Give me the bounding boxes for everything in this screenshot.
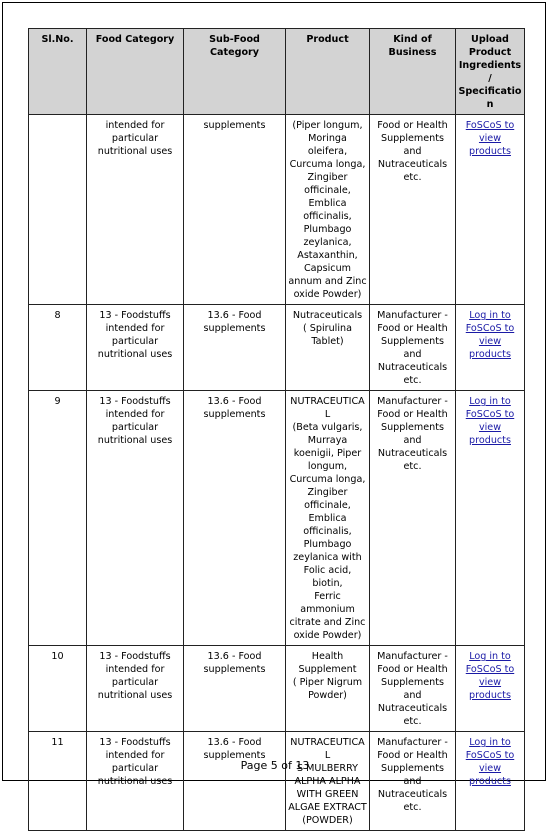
food-category-cell: 13 - Foodstuffs intended for particular nutritional uses (87, 391, 184, 646)
upload-link-cell (456, 732, 525, 831)
sl-no-cell: 11 (29, 732, 87, 831)
table-row (29, 305, 525, 391)
header-sub-food-category: Sub-Food Category (184, 29, 286, 115)
upload-link-cell (456, 115, 525, 305)
product-cell: Health Supplement ( Piper Nigrum Powder) (286, 646, 370, 732)
sub-food-category-cell: 13.6 - Food supplements (184, 646, 286, 732)
view-products-link[interactable]: FoSCoS to view products (465, 120, 515, 157)
upload-link-cell (456, 305, 525, 391)
sub-food-category-cell: 13.6 - Food supplements (184, 732, 286, 831)
food-category-cell: 13 - Foodstuffs intended for particular nutritional uses (87, 732, 184, 831)
kind-of-business-cell: Manufacturer - Food or Health Supplements and Nutraceuticals etc. (370, 305, 456, 391)
table-row (29, 646, 525, 732)
log-in-foscos-link[interactable]: Log in to FoSCoS to view products (465, 396, 515, 446)
product-cell: (Piper longum, Moringa oleifera, Curcuma longa, Zingiber officinale, Emblica officinalis, Plumbago zeylanica, Astaxanthin, Capsicum annum and Zinc oxide Powder) (286, 115, 370, 305)
log-in-foscos-link[interactable]: Log in to FoSCoS to view products (465, 310, 515, 360)
sl-no-cell: 8 (29, 305, 87, 391)
log-in-foscos-link[interactable]: Log in to FoSCoS to view products (465, 737, 515, 787)
table-row (29, 391, 525, 646)
kind-of-business-cell: Food or Health Supplements and Nutraceuticals etc. (370, 115, 456, 305)
product-cell: Nutraceuticals ( Spirulina Tablet) (286, 305, 370, 391)
table-row (29, 115, 525, 305)
food-category-cell: intended for particular nutritional uses (87, 115, 184, 305)
food-category-cell: 13 - Foodstuffs intended for particular nutritional uses (87, 646, 184, 732)
log-in-foscos-link[interactable]: Log in to FoSCoS to view products (465, 651, 515, 701)
header-sl-no: Sl.No. (29, 29, 87, 115)
sl-no-cell: 10 (29, 646, 87, 732)
kind-of-business-cell: Manufacturer - Food or Health Supplements and Nutraceuticals etc. (370, 646, 456, 732)
sl-no-cell: 9 (29, 391, 87, 646)
product-cell: NUTRACEUTICAL (Beta vulgaris, Murraya koenigii, Piper longum, Curcuma longa, Zingiber officinale, Emblica officinalis, Plumbago zeylanica with Folic acid, biotin, Ferric ammonium citrate and Zinc oxide Powder) (286, 391, 370, 646)
upload-link-cell (456, 391, 525, 646)
kind-of-business-cell: Manufacturer - Food or Health Supplements and Nutraceuticals etc. (370, 732, 456, 831)
sl-no-cell (29, 115, 87, 305)
sub-food-category-cell: supplements (184, 115, 286, 305)
table-header-row (29, 29, 525, 115)
food-category-cell: 13 - Foodstuffs intended for particular nutritional uses (87, 305, 184, 391)
header-food-category: Food Category (87, 29, 184, 115)
upload-link-cell (456, 646, 525, 732)
header-product: Product (286, 29, 370, 115)
page-number: Page 5 of 13 (240, 759, 310, 772)
kind-of-business-cell: Manufacturer - Food or Health Supplements and Nutraceuticals etc. (370, 391, 456, 646)
header-kind-of-business: Kind of Business (370, 29, 456, 115)
product-cell: NUTRACEUTICAL S MULBERRY ALPHA ALPHA WITH GREEN ALGAE EXTRACT (POWDER) (286, 732, 370, 831)
sub-food-category-cell: 13.6 - Food supplements (184, 391, 286, 646)
product-table (28, 28, 525, 831)
header-upload-specification: Upload Product Ingredients/ Specification (456, 29, 525, 115)
sub-food-category-cell: 13.6 - Food supplements (184, 305, 286, 391)
table-row (29, 732, 525, 831)
